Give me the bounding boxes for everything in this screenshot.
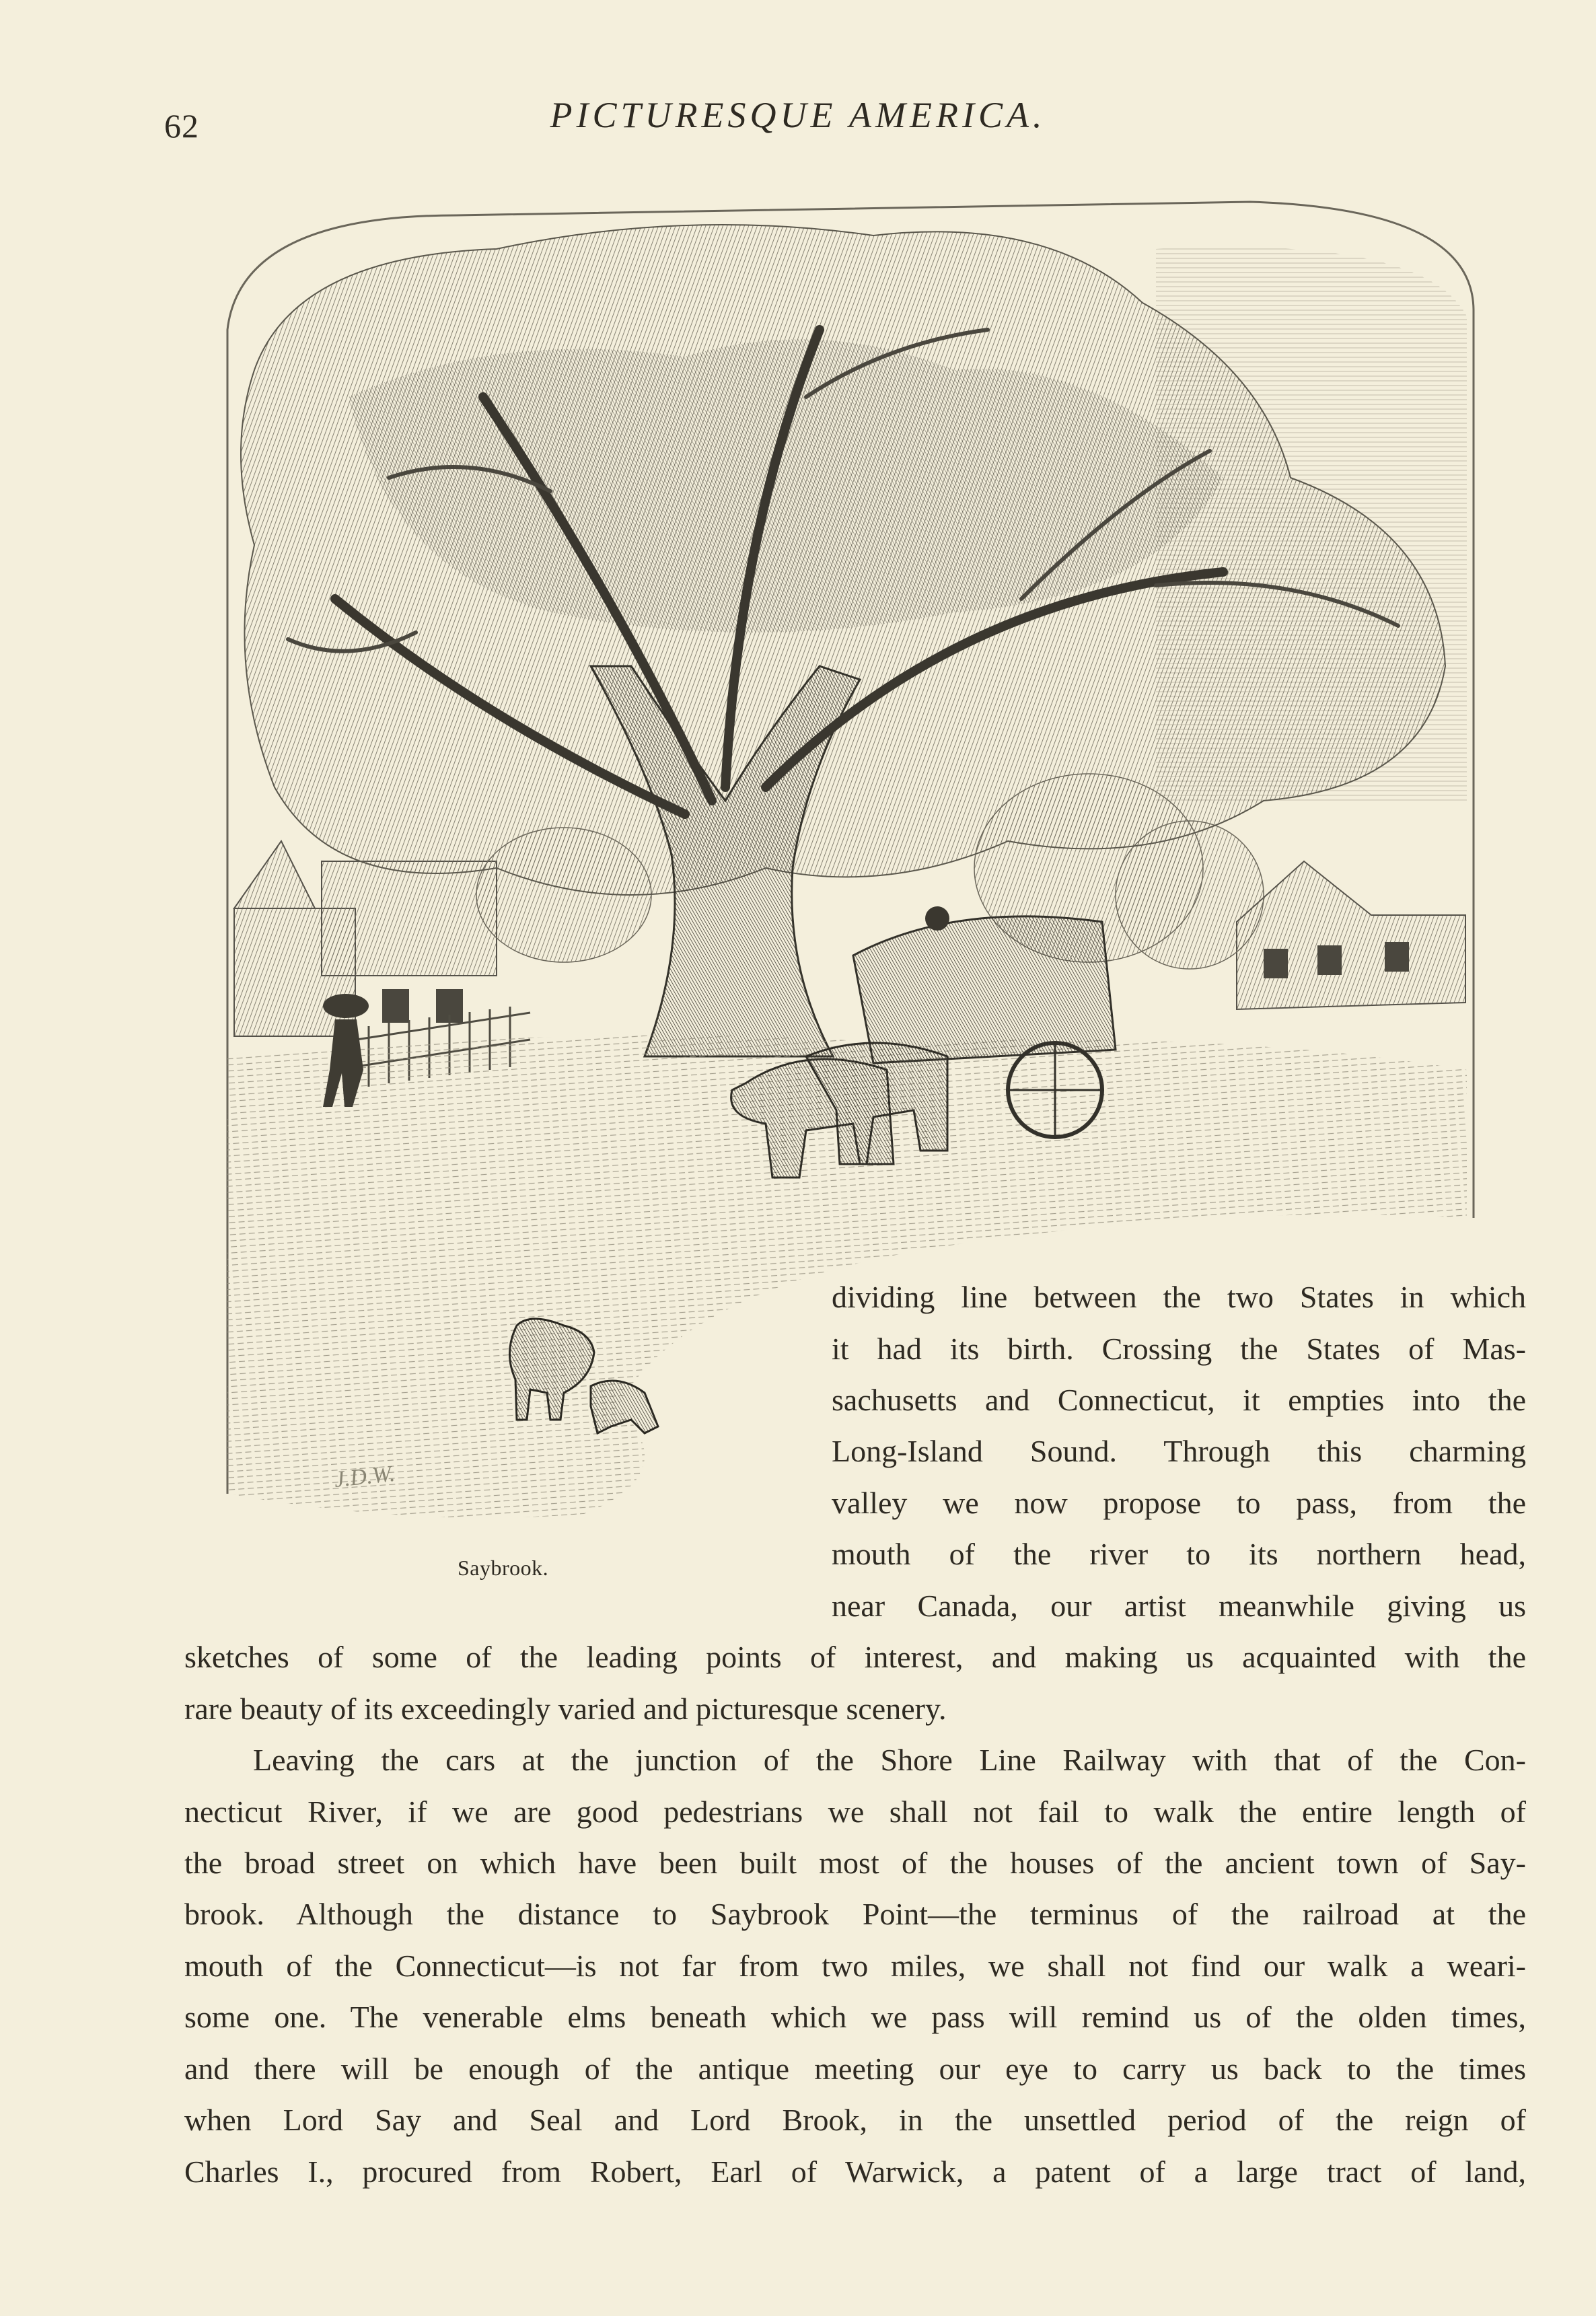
body-line: necticut River, if we are good pedestrians we shall not fail to walk the entire length of [184,1795,1526,1829]
body-line: valley we now propose to pass, from the [832,1486,1526,1520]
body-line: near Canada, our artist meanwhile giving us [832,1589,1526,1623]
body-line: sachusetts and Connecticut, it empties into the [832,1383,1526,1417]
body-line: mouth of the river to its northern head, [832,1537,1526,1571]
body-line: brook. Although the distance to Saybrook Point—the terminus of the railroad at the [184,1897,1526,1931]
running-head: PICTURESQUE AMERICA. [550,95,1046,135]
body-line: the broad street on which have been built most of the houses of the ancient town of Say- [184,1846,1526,1880]
house-right-icon [1237,861,1465,1009]
body-line: rare beauty of its exceedingly varied and picturesque scenery. [184,1692,947,1726]
body-line: Long-Island Sound. Through this charming [832,1434,1526,1468]
illustration-caption: Saybrook. [458,1556,549,1580]
body-line: Leaving the cars at the junction of the Shore Line Railway with that of the Con- [253,1743,1526,1777]
body-line: dividing line between the two States in which [832,1280,1526,1314]
body-line: some one. The venerable elms beneath which we pass will remind us of the olden times, [184,2000,1526,2034]
body-line: Charles I., procured from Robert, Earl of Warwick, a patent of a large tract of land, [184,2155,1526,2189]
page-number: 62 [164,107,199,145]
body-line: it had its birth. Crossing the States of Mas- [832,1332,1526,1366]
body-line: and there will be enough of the antique meeting our eye to carry us back to the times [184,2052,1526,2086]
body-line: mouth of the Connecticut—is not far from two miles, we shall not find our walk a weari- [184,1949,1526,1983]
body-line: sketches of some of the leading points of interest, and making us acquainted with the [184,1640,1526,1674]
engraver-signature: J.D.W. [332,1461,396,1492]
body-line: when Lord Say and Seal and Lord Brook, in the unsettled period of the reign of [184,2103,1526,2137]
